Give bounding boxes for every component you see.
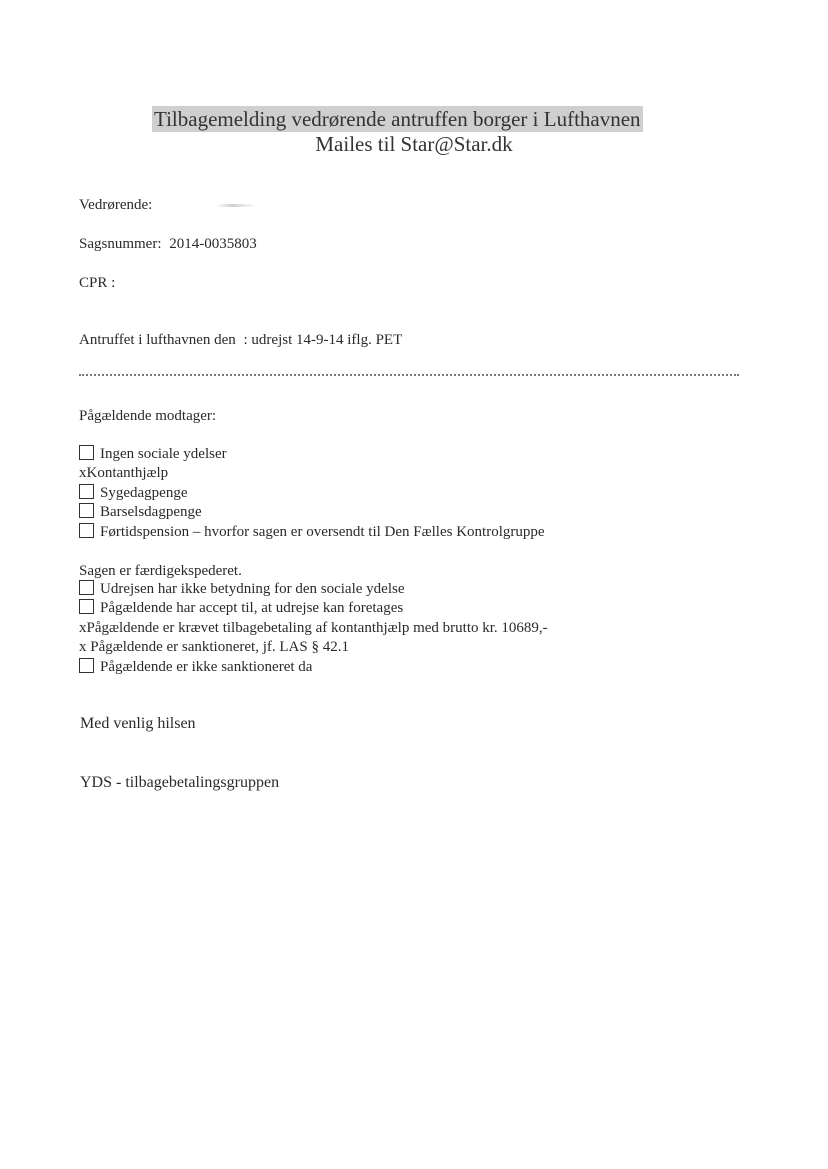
status-item-label: x Pågældende er sanktioneret, jf. LAS § 42.1 <box>79 639 349 656</box>
document-subtitle: Mailes til Star@Star.dk <box>315 132 513 156</box>
antruffet-label: Antruffet i lufthavnen den <box>79 332 236 348</box>
vedrorende-field <box>79 196 256 214</box>
cpr-label: CPR : <box>79 275 116 291</box>
checkbox[interactable] <box>79 484 94 499</box>
status-item <box>79 599 548 618</box>
status-item <box>79 658 548 677</box>
receives-item-label: Sygedagpenge <box>100 484 188 501</box>
status-item-label: Udrejsen har ikke betydning for den sociale ydelse <box>100 581 405 597</box>
receives-item <box>79 484 545 503</box>
receives-item <box>79 503 545 522</box>
status-heading: Sagen er færdigekspederet. <box>79 563 242 579</box>
receives-item <box>79 445 545 464</box>
sagsnummer-value: 2014-0035803 <box>169 236 257 252</box>
redacted-name-mark <box>216 204 256 207</box>
dotted-separator <box>79 372 739 376</box>
checkbox[interactable] <box>79 523 94 538</box>
receives-item-label: Barselsdagpenge <box>100 504 202 521</box>
checkbox[interactable] <box>79 445 94 460</box>
status-item-label: Pågældende er ikke sanktioneret da <box>100 658 313 675</box>
receives-item <box>79 464 545 483</box>
status-item <box>79 619 548 638</box>
status-item-label: xPågældende er krævet tilbagebetaling af kontanthjælp med brutto kr. 10689,- <box>79 619 548 636</box>
status-item <box>79 580 548 599</box>
receives-list <box>79 445 545 542</box>
antruffet-value: : udrejst 14-9-14 iflg. PET <box>243 332 403 348</box>
cpr-field <box>79 274 115 292</box>
receives-item-label: xKontanthjælp <box>79 465 169 482</box>
checkbox[interactable] <box>79 599 94 614</box>
closing-greeting: Med venlig hilsen <box>80 715 196 732</box>
status-item-label: Pågældende har accept til, at udrejse kan foretages <box>100 600 404 617</box>
receives-item <box>79 523 545 542</box>
receives-item-label: Ingen sociale ydelser <box>100 446 227 462</box>
sagsnummer-label: Sagsnummer: <box>79 236 162 252</box>
vedrorende-label: Vedrørende: <box>79 197 153 213</box>
checkbox[interactable] <box>79 580 94 595</box>
status-item <box>79 638 548 657</box>
document-title: Tilbagemelding vedrørende antruffen borger i Lufthavnen <box>154 107 641 131</box>
sagsnummer-field <box>79 235 257 253</box>
status-list <box>79 580 548 677</box>
antruffet-field <box>79 331 402 349</box>
receives-heading: Pågældende modtager: <box>79 408 217 424</box>
checkbox[interactable] <box>79 503 94 518</box>
checkbox[interactable] <box>79 658 94 673</box>
receives-item-label: Førtidspension – hvorfor sagen er oversendt til Den Fælles Kontrolgruppe <box>100 523 545 540</box>
closing-signature: YDS - tilbagebetalingsgruppen <box>80 774 280 791</box>
